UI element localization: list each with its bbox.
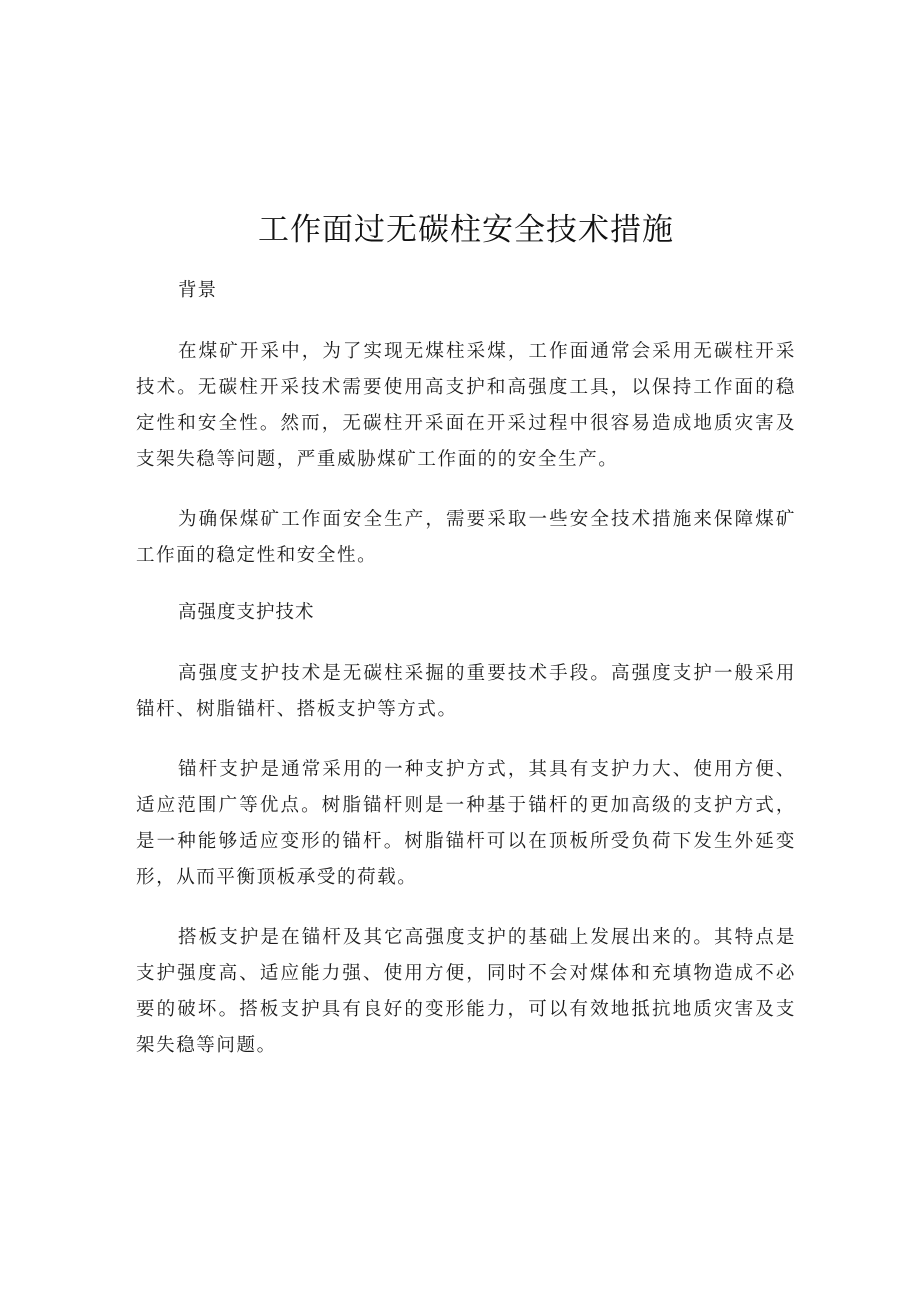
paragraph: 为确保煤矿工作面安全生产，需要采取一些安全技术措施来保障煤矿工作面的稳定性和安全性。 [136,509,796,566]
paragraph: 在煤矿开采中，为了实现无煤柱采煤，工作面通常会采用无碳柱开采技术。无碳柱开采技术需要使用高支护和高强度工具，以保持工作面的稳定性和安全性。然而，无碳柱开采面在开采过程中很容易造成地质灾害及支架失稳等问题，严重威胁煤矿工作面的的安全生产。 [136,341,796,470]
section-high-strength-support [136,598,796,1064]
document-title: 工作面过无碳柱安全技术措施 [258,212,674,248]
paragraph: 高强度支护技术是无碳柱采掘的重要技术手段。高强度支护一般采用锚杆、树脂锚杆、搭板支护等方式。 [136,663,796,720]
paragraph: 锚杆支护是通常采用的一种支护方式，其具有支护力大、使用方便、适应范围广等优点。树脂锚杆则是一种基于锚杆的更加高级的支护方式，是一种能够适应变形的锚杆。树脂锚杆可以在顶板所受负荷下发生外延变形，从而平衡顶板承受的荷载。 [136,759,796,888]
paragraph: 搭板支护是在锚杆及其它高强度支护的基础上发展出来的。其特点是支护强度高、适应能力强、使用方便，同时不会对煤体和充填物造成不必要的破坏。搭板支护具有良好的变形能力，可以有效地抵抗地质灾害及支架失稳等问题。 [136,927,796,1056]
section-background [136,276,796,574]
section-heading-background: 背景 [178,280,218,301]
section-heading-high-strength-support: 高强度支护技术 [178,602,315,623]
document-page [136,206,796,1088]
